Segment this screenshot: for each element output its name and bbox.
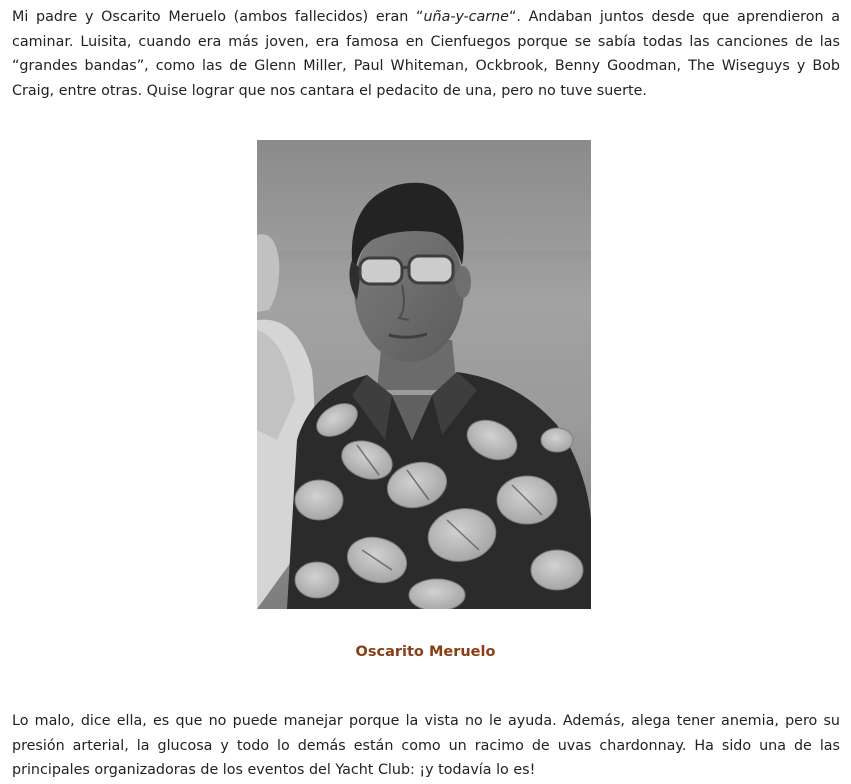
- article-paragraph-1: [12, 5, 840, 103]
- paragraph-1-emphasis: uña-y-carne: [423, 9, 509, 25]
- article-paragraph-2: Lo malo, dice ella, es que no puede manejar porque la vista no le ayuda. Además, alega tener anemia, pero su presión arterial, la glucosa y todo lo demás están como un racimo de uvas chardonnay. Ha sido una de las principales organizadoras de los eventos del Yacht Club: ¡y todavía lo es!: [12, 713, 840, 778]
- paragraph-1-text-end: “. Andaban juntos desde que aprendieron a caminar. Luisita, cuando era más joven, era famosa en Cienfuegos porque se sabía todas las canciones de las “grandes bandas”, como las de Glenn Miller, Paul Whiteman, Ockbrook, Benny Goodman, The Wiseguys y Bob Craig, entre otras. Quise lograr que nos cantara el pedacito de una, pero no tuve suerte.: [12, 9, 841, 99]
- portrait-photo-image: [257, 140, 591, 609]
- portrait-photo: [257, 140, 591, 609]
- paragraph-1-text-start: Mi padre y Oscarito Meruelo (ambos fallecidos) eran “: [12, 9, 424, 25]
- photo-caption: Oscarito Meruelo: [355, 644, 496, 660]
